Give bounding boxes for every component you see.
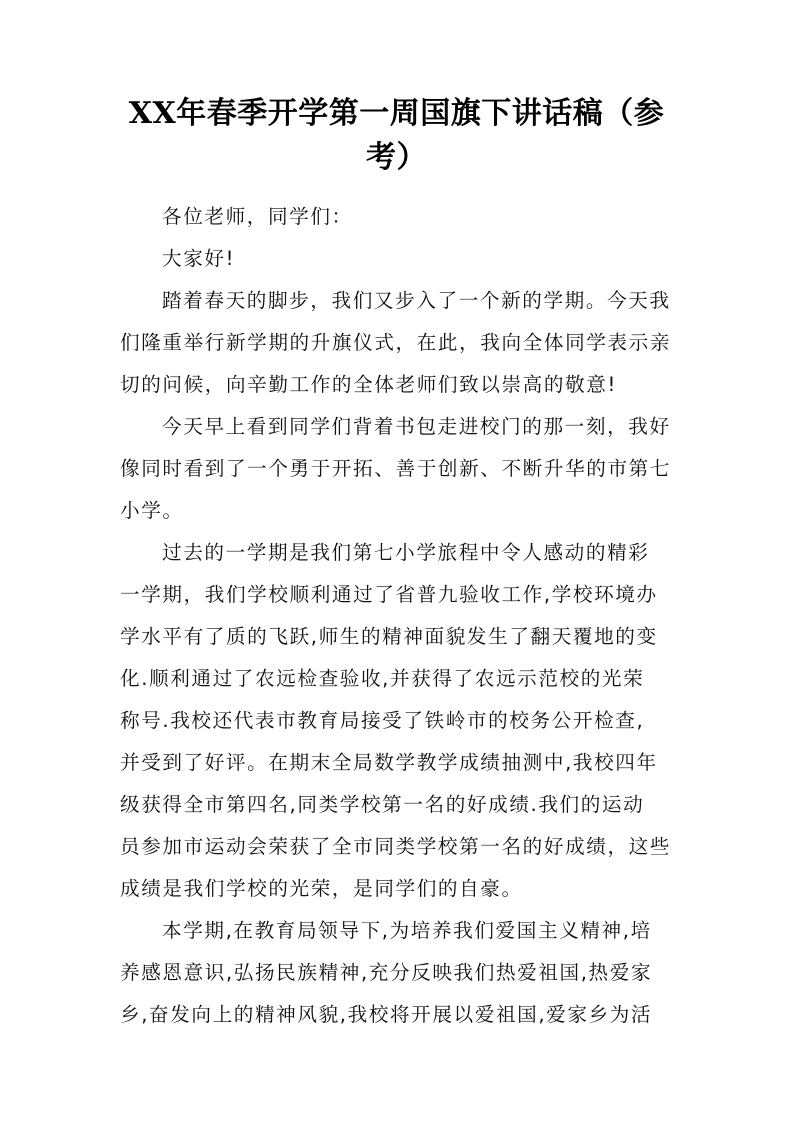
body-line: 化.顺利通过了农远检查验收,并获得了农远示范校的光荣: [120, 667, 645, 690]
body-line: 过去的一学期是我们第七小学旅程中令人感动的精彩: [162, 541, 650, 564]
body-line: 各位老师，同学们：: [162, 205, 353, 228]
title-line-1: XX年春季开学第一周国旗下讲话稿（参: [128, 96, 665, 131]
document-body: [120, 196, 680, 1036]
body-line: 员参加市运动会荣获了全市同类学校第一名的好成绩，这些: [120, 835, 672, 858]
body-line: 大家好!: [162, 247, 236, 270]
body-line: 级获得全市第四名,同类学校第一名的好成绩.我们的运动: [120, 793, 645, 816]
body-line: 切的问候，向辛勤工作的全体老师们致以崇高的敬意!: [120, 373, 617, 396]
document-title: [100, 92, 693, 180]
body-line: 称号.我校还代表市教育局接受了铁岭市的校务公开检查,: [120, 709, 645, 732]
body-line: 们隆重举行新学期的升旗仪式，在此，我向全体同学表示亲: [120, 331, 672, 354]
body-line: 像同时看到了一个勇于开拓、善于创新、不断升华的市第七: [120, 457, 672, 480]
body-line: 成绩是我们学校的光荣，是同学们的自豪。: [120, 877, 523, 900]
body-line: 今天早上看到同学们背着书包走进校门的那一刻，我好: [162, 415, 671, 438]
body-line: 并受到了好评。在期末全局数学教学成绩抽测中,我校四年: [120, 751, 658, 774]
body-line: 踏着春天的脚步，我们又步入了一个新的学期。今天我: [162, 289, 671, 312]
body-line: 本学期,在教育局领导下,为培养我们爱国主义精神,培: [162, 919, 652, 942]
body-line: 养感恩意识,弘扬民族精神,充分反映我们热爱祖国,热爱家: [120, 961, 653, 984]
body-line: 小学。: [120, 499, 184, 522]
body-line: 学水平有了质的飞跃,师生的精神面貌发生了翻天覆地的变: [120, 625, 658, 648]
title-line-2: 考）: [366, 140, 427, 175]
body-line: 乡,奋发向上的精神风貌,我校将开展以爱祖国,爱家乡为活: [120, 1003, 653, 1026]
body-line: 一学期，我们学校顺利通过了省普九验收工作,学校环境办: [120, 583, 658, 606]
